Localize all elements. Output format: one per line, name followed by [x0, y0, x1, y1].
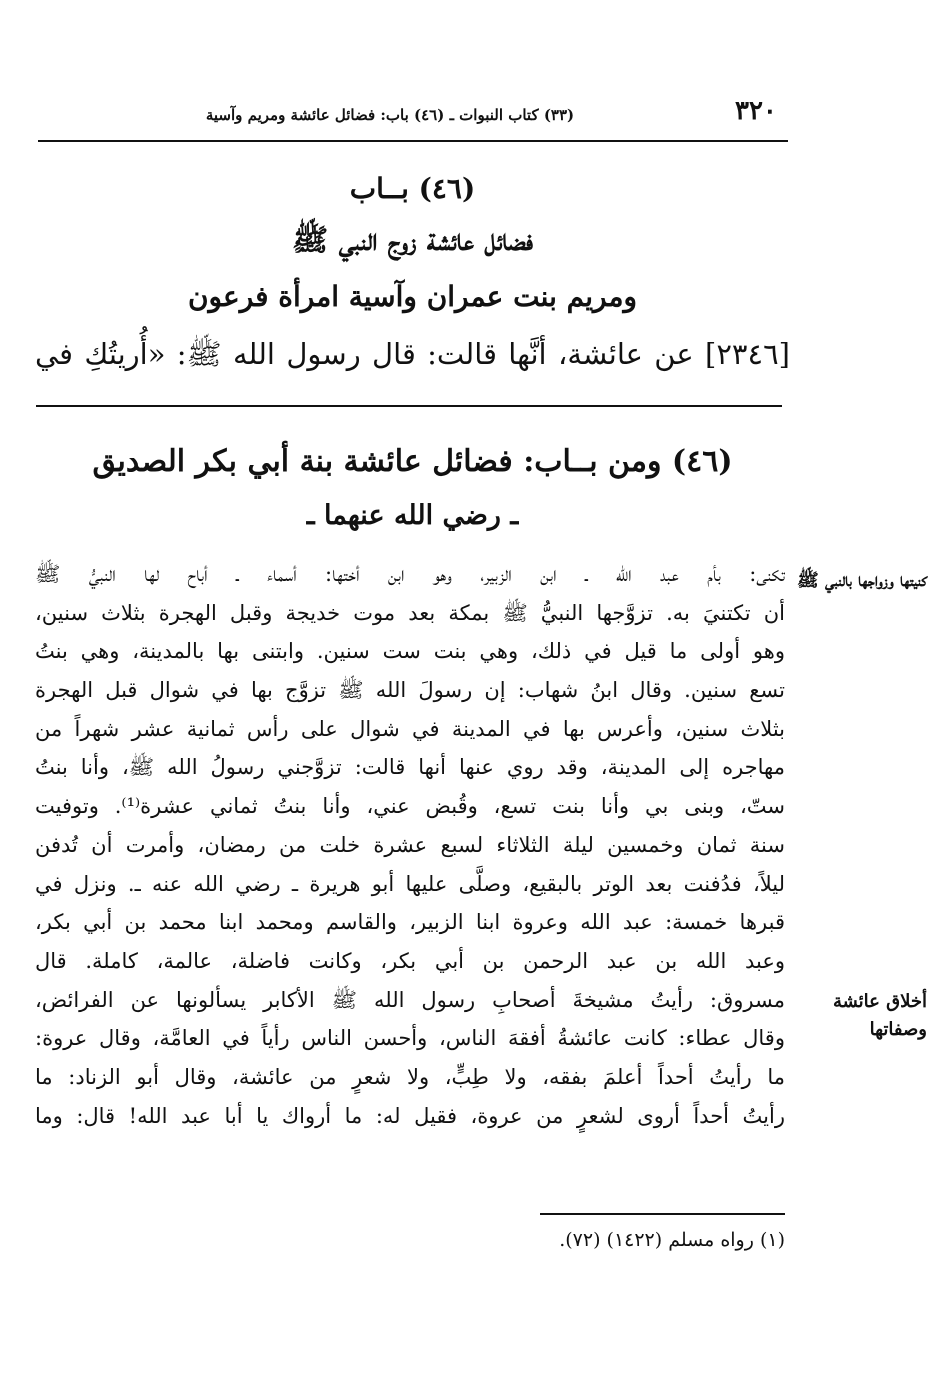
body-line: وقال عطاء: كانت عائشةُ أفقهَ الناس، وأحسن الناس رأياً في العامَّة، وقال عروة:	[35, 1026, 785, 1051]
commentary-body	[35, 555, 785, 1135]
body-line: مسروق: رأيتُ مشيخةَ أصحابِ رسول الله ﷺ الأكابر يسألونها عن الفرائض،	[35, 987, 785, 1012]
body-line: ستّ، وبنى بي وأنا بنت تسع، وقُبض عني، وأنا بنتُ ثماني عشرة⁽¹⁾. وتوفيت	[35, 794, 785, 819]
footnote-rule	[540, 1213, 785, 1215]
running-title: (٣٣) كتاب النبوات ـ (٤٦) باب: فضائل عائشة ومريم وآسية	[205, 106, 575, 124]
commentary-heading: (٤٦) ومن بــاب: فضائل عائشة بنة أبي بكر الصديق	[92, 444, 733, 479]
body-line: ما رأيتُ أحداً أعلمَ بفقه، ولا طِبٍّ، ولا شعرٍ من عائشة، وقال أبو الزناد: ما	[35, 1064, 785, 1089]
hadith-text: [٢٣٤٦] عن عائشة، أنَّها قالت: قال رسول الله ﷺ: «أُريتُكِ في	[35, 337, 790, 371]
footnote: (١) رواه مسلم (١٤٢٢) (٧٢).	[559, 1229, 785, 1251]
margin-note-character: أخلاق عائشة وصفاتها	[832, 991, 927, 1040]
chapter-title-line-1: فضائل عائشة زوج النبي ﷺ	[292, 223, 533, 258]
chapter-title-line-2: ومريم بنت عمران وآسية امرأة فرعون	[187, 280, 638, 313]
body-line: سنة ثمان وخمسين ليلة الثلاثاء لسبع عشرة خلت من رمضان، وأمرت أن تُدفن	[35, 832, 785, 857]
body-line: أن تكتنيَ به. تزوَّجها النبيُّ ﷺ بمكة بعد موت خديجة وقبل الهجرة بثلاث سنين،	[35, 600, 785, 625]
commentary-subheading: ـ رضي الله عنهما ـ	[306, 500, 519, 531]
header-rule	[38, 140, 788, 142]
body-line: تكنى: بأم عبد الله ـ ابن الزبير، وهو ابن أختها: أسماء ـ أباح لها النبيُّ ﷺ	[35, 562, 785, 586]
chapter-number: (٤٦) بــاب	[349, 172, 476, 205]
body-line: تسع سنين. وقال ابنُ شهاب: إن رسولَ الله ﷺ تزوَّج بها في شوال قبل الهجرة	[35, 678, 785, 703]
body-line: ليلاً، فدُفنت بعد الوتر بالبقيع، وصلَّى عليها أبو هريرة ـ رضي الله عنه ـ. ونزل في	[35, 871, 785, 896]
body-line: مهاجره إلى المدينة، وقد روي عنها أنها قالت: تزوَّجني رسولُ الله ﷺ، وأنا بنتُ	[35, 755, 785, 780]
body-line: بثلاث سنين، وأعرس بها في المدينة في شوال على رأس ثمانية عشر شهراً من	[35, 716, 785, 741]
body-line: وهو أولى ما قيل في ذلك، وهي بنت ست سنين. وابتنى بها بالمدينة، وهي بنتُ	[35, 639, 785, 664]
body-line: رأيتُ أحداً أروى لشعرٍ من عروة، فقيل له: ما أرواك يا أبا عبد الله! قال: وما	[35, 1103, 785, 1128]
section-divider	[36, 405, 782, 407]
margin-note-kunya: كنيتها وزواجها بالنبي ﷺ	[796, 570, 927, 591]
page-number: ٣٢٠	[735, 96, 777, 126]
body-line: قبرها خمسة: عبد الله وعروة ابنا الزبير، والقاسم ومحمد ابنا محمد بن أبي بكر،	[35, 910, 785, 935]
body-line: وعبد الله بن عبد الرحمن بن أبي بكر، وكانت فاضلة، عالمة، كاملة. قال	[35, 948, 785, 973]
